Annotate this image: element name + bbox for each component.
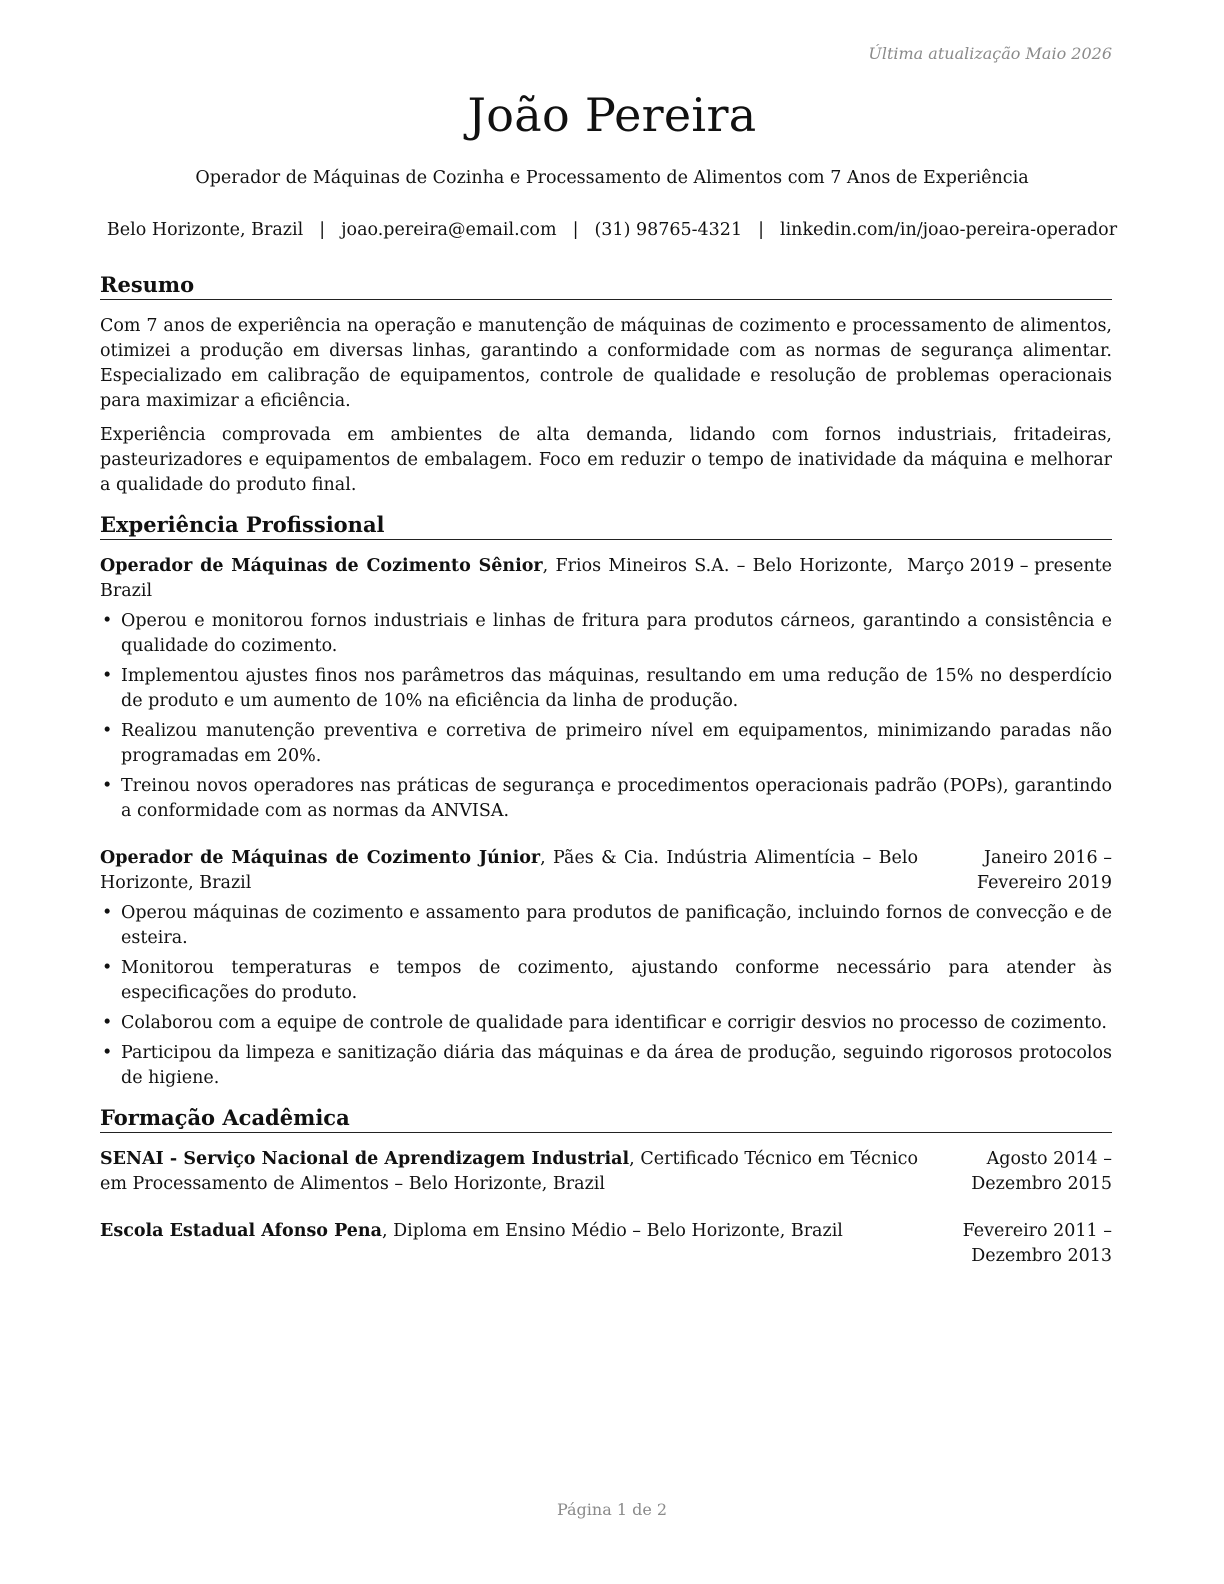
summary-section <box>100 272 1112 498</box>
job-entry <box>100 554 1112 824</box>
job-bullet <box>100 1041 1112 1091</box>
job-heading <box>100 554 893 604</box>
bullet-dot: • <box>102 1043 113 1063</box>
job-bullet <box>100 956 1112 1006</box>
job-bullet <box>100 1011 1112 1036</box>
contact-separator: | <box>319 220 326 240</box>
job-company: , Pães & Cia. Indústria Alimentícia – Belo Horizonte, Brazil <box>100 848 918 893</box>
bullet-dot: • <box>102 1013 113 1033</box>
job-bullet <box>100 774 1112 824</box>
job-bullet <box>100 664 1112 714</box>
education-dates: Fevereiro 2011 – Dezembro 2013 <box>962 1221 1112 1266</box>
job-role: Operador de Máquinas de Cozimento Sênior <box>100 556 543 576</box>
job-header <box>100 554 1112 604</box>
education-header <box>100 1147 1112 1197</box>
summary-body <box>100 314 1112 498</box>
education-detail: , Certificado Técnico em Técnico em Processamento de Alimentos – Belo Horizonte, Brazil <box>100 1149 918 1194</box>
candidate-name: João Pereira <box>467 88 757 142</box>
bullet-dot: • <box>102 958 113 978</box>
job-bullet-text: Monitorou temperaturas e tempos de cozimento, ajustando conforme necessário para atender às especificações do produto. <box>121 958 1112 1003</box>
job-bullet <box>100 609 1112 659</box>
contact-location: Belo Horizonte, Brazil <box>106 220 304 240</box>
contact-separator: | <box>758 220 764 240</box>
bullet-dot: • <box>102 611 113 631</box>
job-entry <box>100 846 1112 1091</box>
education-detail: , Diploma em Ensino Médio – Belo Horizonte, Brazil <box>381 1221 843 1241</box>
experience-section <box>100 512 1112 1091</box>
job-bullet <box>100 901 1112 951</box>
education-dates: Agosto 2014 – Dezembro 2015 <box>971 1149 1112 1194</box>
job-company: , Frios Mineiros S.A. – Belo Horizonte, Brazil <box>100 556 894 601</box>
contact-linkedin[interactable]: linkedin.com/in/joao-pereira-operador <box>779 220 1118 240</box>
candidate-tagline: Operador de Máquinas de Cozinha e Processamento de Alimentos com 7 Anos de Experiência <box>195 168 1029 188</box>
contact-email[interactable]: joao.pereira@email.com <box>341 220 557 240</box>
job-bullet-text: Participou da limpeza e sanitização diária das máquinas e da área de produção, seguindo rigorosos protocolos de higiene. <box>121 1043 1112 1088</box>
education-heading <box>100 1147 918 1197</box>
bullet-dot: • <box>102 721 113 741</box>
education-institution: Escola Estadual Afonso Pena <box>100 1221 382 1241</box>
job-bullets <box>100 609 1112 824</box>
contact-phone[interactable]: (31) 98765-4321 <box>594 220 743 240</box>
resume-content <box>100 272 1112 1283</box>
job-bullet-text: Realizou manutenção preventiva e corretiva de primeiro nível em equipamentos, minimizando paradas não programadas em 20%. <box>121 721 1112 766</box>
summary-paragraph: Experiência comprovada em ambientes de alta demanda, lidando com fornos industriais, fritadeiras, pasteurizadores e equipamentos de embalagem. Foco em reduzir o tempo de inatividade da máquina e melhorar a qualidade do produto final. <box>100 425 1112 495</box>
page-number: Página 1 de 2 <box>556 1500 668 1519</box>
contact-separator: | <box>572 220 579 240</box>
education-section <box>100 1105 1112 1269</box>
job-bullet-text: Implementou ajustes finos nos parâmetros das máquinas, resultando em uma redução de 15% no desperdício de produto e um aumento de 10% na eficiência da linha de produção. <box>121 666 1112 711</box>
last-updated-note: Última atualização Maio 2026 <box>868 44 1112 63</box>
contact-line <box>0 220 1224 240</box>
education-title: Formação Acadêmica <box>100 1105 1112 1133</box>
summary-paragraph: Com 7 anos de experiência na operação e manutenção de máquinas de cozimento e processamento de alimentos, otimizei a produção em diversas linhas, garantindo a conformidade com as normas de segurança alimentar. Especializado em calibração de equipamentos, controle de qualidade e resolução de problemas operacionais para maximizar a eficiência. <box>100 316 1112 411</box>
job-bullet-text: Treinou novos operadores nas práticas de segurança e procedimentos operacionais padrão (POPs), garantindo a conformidade com as normas da ANVISA. <box>121 776 1112 821</box>
education-entry <box>100 1219 1112 1269</box>
job-dates: Janeiro 2016 – Fevereiro 2019 <box>976 848 1112 893</box>
job-bullet <box>100 719 1112 769</box>
job-bullet-text: Colaborou com a equipe de controle de qualidade para identificar e corrigir desvios no processo de cozimento. <box>121 1013 1107 1033</box>
job-heading <box>100 846 918 896</box>
bullet-dot: • <box>102 776 113 796</box>
bullet-dot: • <box>102 903 113 923</box>
summary-title: Resumo <box>100 272 1112 300</box>
job-bullets <box>100 901 1112 1091</box>
education-entry <box>100 1147 1112 1197</box>
education-heading <box>100 1219 878 1244</box>
job-header <box>100 846 1112 896</box>
job-bullet-text: Operou máquinas de cozimento e assamento para produtos de panificação, incluindo fornos de convecção e de esteira. <box>121 903 1112 948</box>
education-header <box>100 1219 1112 1269</box>
job-dates: Março 2019 – presente <box>907 556 1112 576</box>
job-role: Operador de Máquinas de Cozimento Júnior <box>100 848 541 868</box>
education-institution: SENAI - Serviço Nacional de Aprendizagem Industrial <box>100 1149 630 1169</box>
experience-title: Experiência Profissional <box>100 512 1112 540</box>
bullet-dot: • <box>102 666 113 686</box>
job-bullet-text: Operou e monitorou fornos industriais e linhas de fritura para produtos cárneos, garantindo a consistência e qualidade do cozimento. <box>121 611 1112 656</box>
